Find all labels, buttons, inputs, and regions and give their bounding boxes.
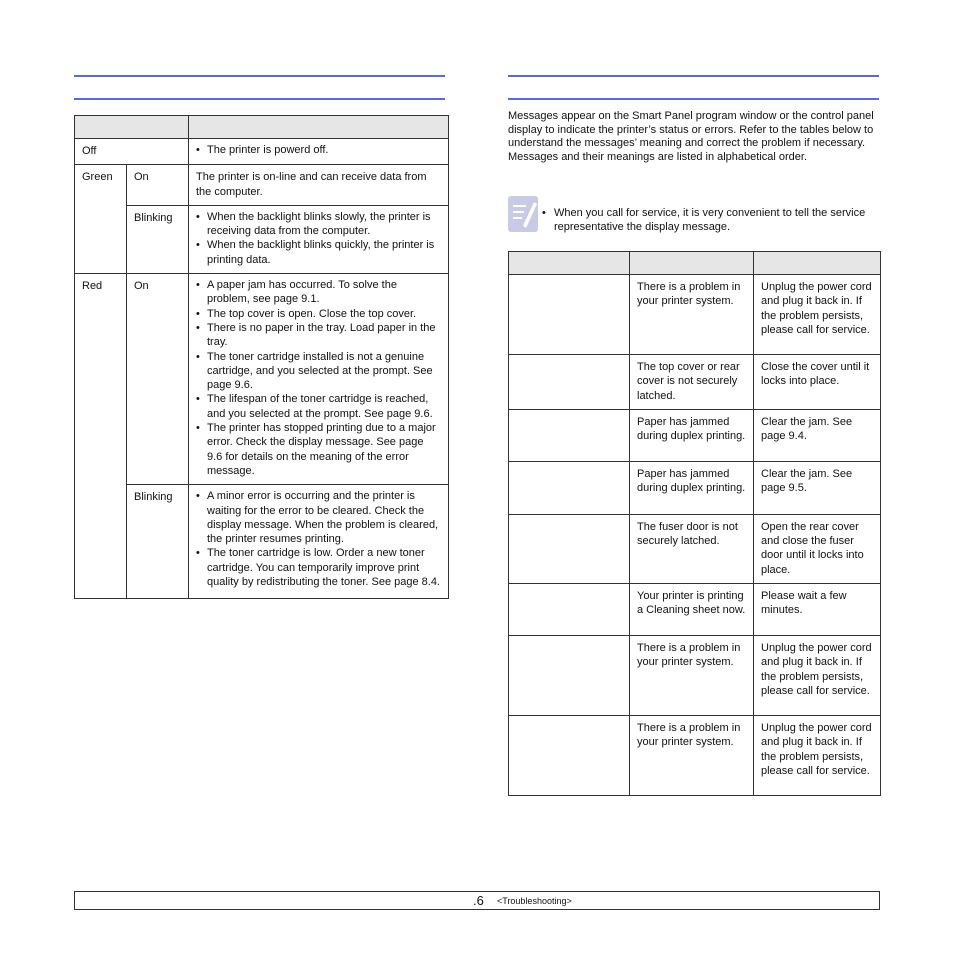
header-cell-description [189, 116, 449, 139]
meaning-cell: The top cover or rear cover is not securely latched. [630, 355, 754, 410]
state-red-on: On [127, 274, 189, 485]
list-item: • The toner cartridge installed is not a genuine cartridge, and you selected at the prompt. See page 9.6. [207, 350, 440, 393]
solution-cell: Unplug the power cord and plug it back in. If the problem persists, please call for service. [754, 636, 881, 716]
left-second-rule [74, 98, 445, 100]
solution-cell: Please wait a few minutes. [754, 584, 881, 636]
table-row [509, 514, 881, 583]
list-item: • A minor error is occurring and the printer is waiting for the error to be cleared. Check the display message. When the problem is cleared, the printer resumes printing. [207, 489, 440, 546]
list-item: • The toner cartridge is low. Order a new toner cartridge. You can temporarily improve print quality by redistributing the toner. See page 8.4. [207, 546, 440, 589]
message-table-header [509, 252, 881, 275]
list-item: • A paper jam has occurred. To solve the problem, see page 9.1. [207, 278, 440, 307]
table-row [75, 139, 449, 165]
state-green-on: On [127, 165, 189, 206]
right-top-rule [508, 75, 879, 77]
solution-cell: Unplug the power cord and plug it back in. If the problem persists, please call for service. [754, 716, 881, 796]
list-item: • There is no paper in the tray. Load paper in the tray. [207, 321, 440, 350]
intro-paragraph: Messages appear on the Smart Panel program window or the control panel display to indicate the printer’s status or errors. Refer to the tables below to understand the messages’ meaning and correct the problem if necessary. Messages and their meanings are listed in alphabetical order. [508, 110, 874, 163]
led-status-table [74, 115, 449, 599]
status-green: Green [75, 165, 127, 274]
meaning-cell: There is a problem in your printer system. [630, 716, 754, 796]
note-text: • When you call for service, it is very convenient to tell the service representative the display message. [554, 206, 880, 234]
table-row [75, 165, 449, 206]
meaning-cell: Your printer is printing a Cleaning sheet now. [630, 584, 754, 636]
list-item: • When the backlight blinks slowly, the printer is receiving data from the computer. [207, 210, 440, 239]
message-cell [509, 636, 630, 716]
table-row [509, 584, 881, 636]
led-table-header [75, 116, 449, 139]
solution-cell: Clear the jam. See page 9.5. [754, 461, 881, 514]
description-cell [189, 274, 449, 485]
header-cell-solution [754, 252, 881, 275]
message-cell [509, 716, 630, 796]
page-footer [74, 891, 880, 910]
solution-cell: Close the cover until it locks into place. [754, 355, 881, 410]
header-cell-status [75, 116, 189, 139]
solution-cell: Open the rear cover and close the fuser door until it locks into place. [754, 514, 881, 583]
message-cell [509, 461, 630, 514]
meaning-cell: There is a problem in your printer system. [630, 275, 754, 355]
table-row [509, 355, 881, 410]
solution-cell: Clear the jam. See page 9.4. [754, 409, 881, 461]
description-cell [189, 139, 449, 165]
meaning-cell: Paper has jammed during duplex printing. [630, 409, 754, 461]
description-green-on: The printer is on-line and can receive data from the computer. [189, 165, 449, 206]
message-table [508, 251, 881, 796]
table-row [75, 205, 449, 273]
message-cell [509, 409, 630, 461]
section-name: <Troubleshooting> [497, 896, 572, 906]
header-cell-message [509, 252, 630, 275]
list-item: • The printer has stopped printing due to a major error. Check the display message. See page 9.6 for details on the meaning of the error message. [207, 421, 440, 478]
solution-cell: Unplug the power cord and plug it back in. If the problem persists, please call for service. [754, 275, 881, 355]
table-row [509, 461, 881, 514]
message-cell [509, 275, 630, 355]
list-item: • The top cover is open. Close the top cover. [207, 307, 440, 321]
status-off: Off [75, 139, 189, 165]
state-green-blinking: Blinking [127, 205, 189, 273]
table-row [509, 409, 881, 461]
status-red: Red [75, 274, 127, 599]
state-red-blinking: Blinking [127, 485, 189, 599]
list-item: • The printer is powerd off. [207, 143, 440, 157]
table-row [509, 716, 881, 796]
list-item: • When the backlight blinks quickly, the printer is printing data. [207, 238, 440, 267]
message-cell [509, 514, 630, 583]
note-pencil-icon [508, 196, 538, 232]
message-cell [509, 584, 630, 636]
table-row [509, 275, 881, 355]
table-row [509, 636, 881, 716]
meaning-cell: The fuser door is not securely latched. [630, 514, 754, 583]
list-item: • The lifespan of the toner cartridge is reached, and you selected at the prompt. See page 9.6. [207, 392, 440, 421]
left-top-rule [74, 75, 445, 77]
right-second-rule [508, 98, 879, 100]
description-cell [189, 205, 449, 273]
description-cell [189, 485, 449, 599]
table-row [75, 274, 449, 485]
header-cell-meaning [630, 252, 754, 275]
meaning-cell: There is a problem in your printer system. [630, 636, 754, 716]
page-number: .6 [473, 893, 484, 908]
meaning-cell: Paper has jammed during duplex printing. [630, 461, 754, 514]
table-row [75, 485, 449, 599]
message-cell [509, 355, 630, 410]
